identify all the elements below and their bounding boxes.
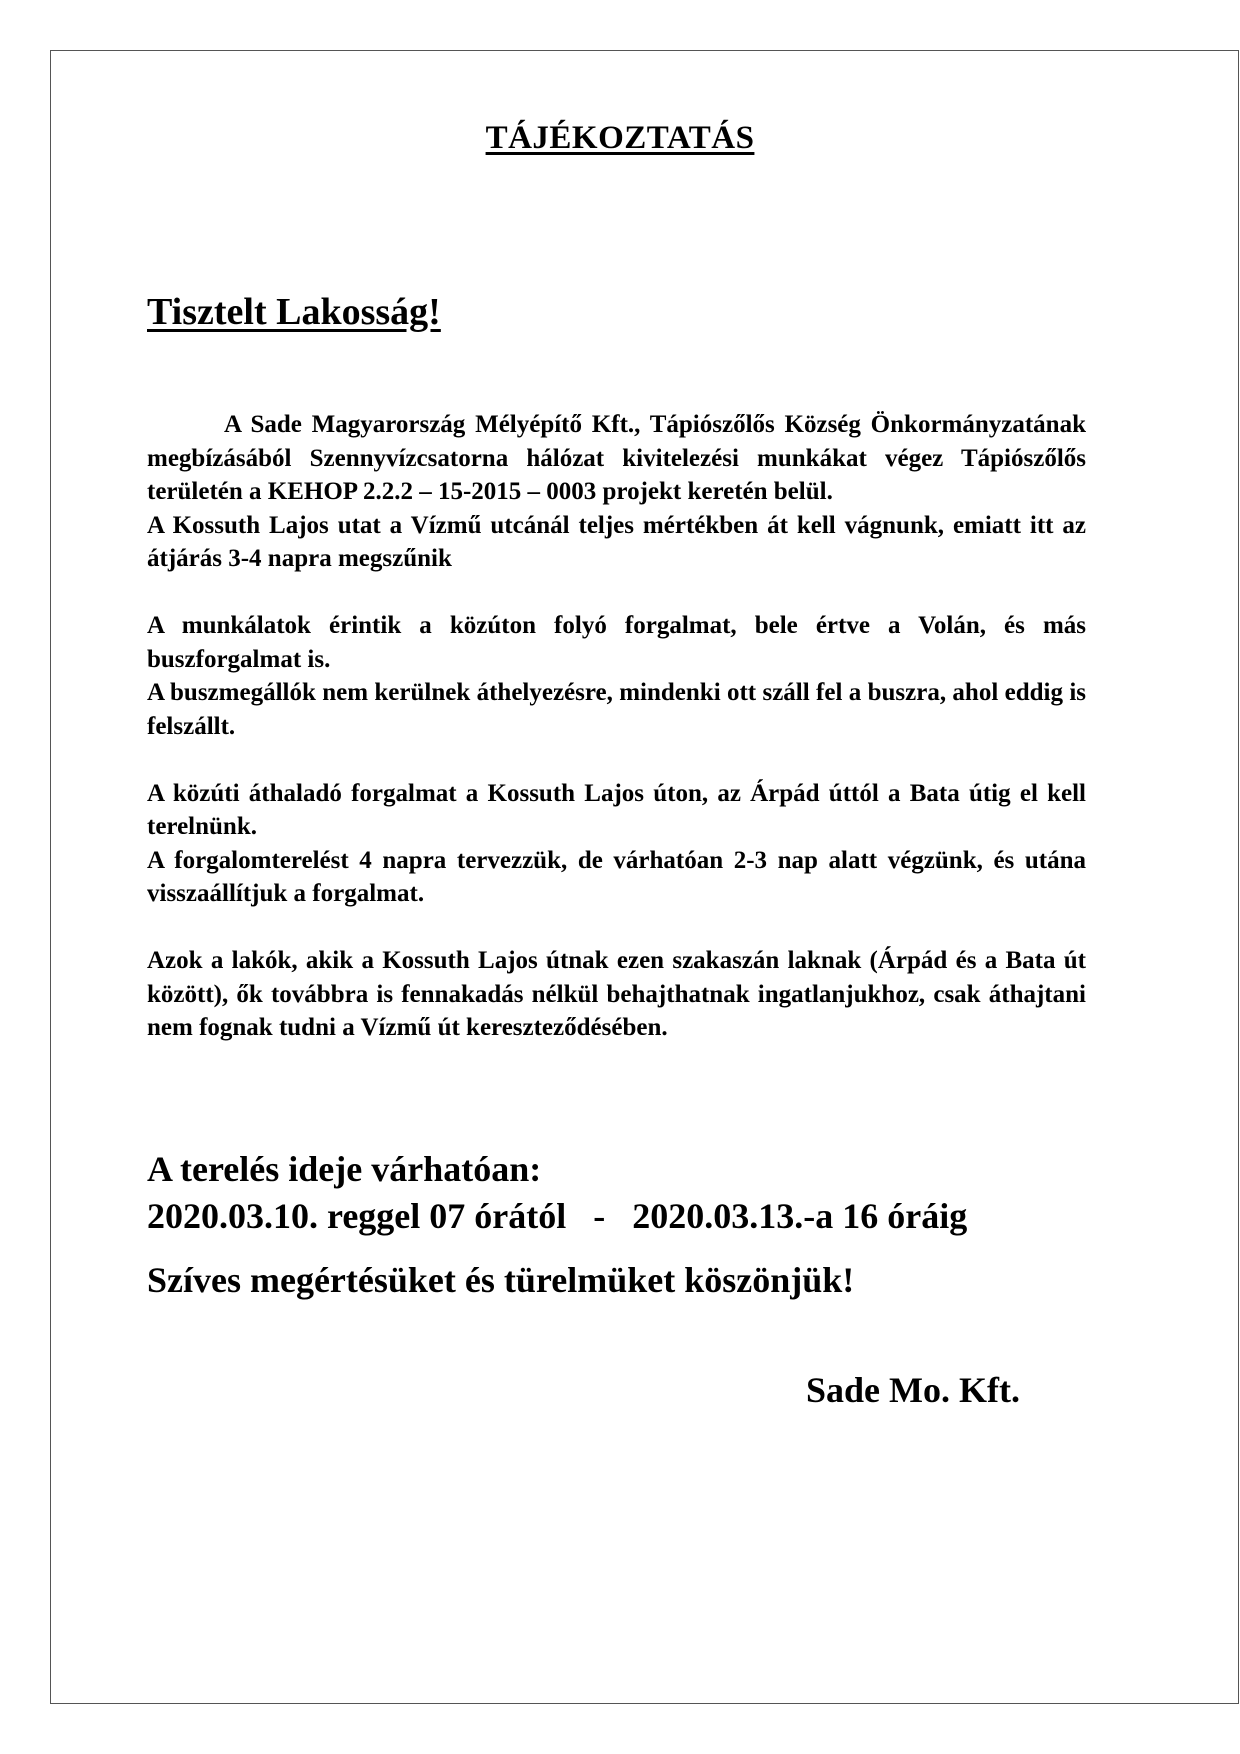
paragraph-gap [147, 911, 1086, 945]
paragraph-road-cut: A Kossuth Lajos utat a Vízmű utcánál teljes mértékben át kell vágnunk, emiatt itt az átjárás 3-4 napra megszűnik [147, 511, 1086, 572]
schedule-dates: 2020.03.10. reggel 07 órától - 2020.03.13.-a 16 óráig [147, 1196, 968, 1236]
paragraph-bus-stops: A buszmegállók nem kerülnek áthelyezésre, mindenki ott száll fel a buszra, ahol eddig is felszállt. [147, 679, 1086, 740]
paragraph-gap [147, 743, 1086, 777]
schedule-block [147, 1146, 967, 1240]
signature: Sade Mo. Kft. [806, 1370, 1020, 1410]
paragraph-gap [147, 576, 1086, 610]
greeting: Tisztelt Lakosság! [147, 291, 441, 333]
paragraph-traffic-impact: A munkálatok érintik a közúton folyó forgalmat, bele értve a Volán, és más buszforgalmat is. [147, 612, 1086, 673]
document-title: TÁJÉKOZTATÁS [485, 120, 755, 156]
schedule-heading: A terelés ideje várhatóan: [147, 1149, 542, 1189]
paragraph-contractor-info: A Sade Magyarország Mélyépítő Kft., Tápiószőlős Község Önkormányzatának megbízásából Szennyvízcsatorna hálózat kivitelezési munkákat végez Tápiószőlős területén a KEHOP 2.2.2 – 15-2015 – 0003 projekt keretén belül. [147, 411, 1086, 505]
notice-body [147, 408, 1086, 1045]
thanks-line: Szíves megértésüket és türelmüket köszönjük! [147, 1260, 855, 1300]
paragraph-detour-duration: A forgalomterelést 4 napra tervezzük, de várhatóan 2-3 nap alatt végzünk, és utána visszaállítjuk a forgalmat. [147, 846, 1086, 907]
paragraph-detour-route: A közúti áthaladó forgalmat a Kossuth Lajos úton, az Árpád úttól a Bata útig el kell terelnünk. [147, 779, 1086, 840]
paragraph-residents: Azok a lakók, akik a Kossuth Lajos útnak ezen szakaszán laknak (Árpád és a Bata út között), ők továbbra is fennakadás nélkül behajthatnak ingatlanjukhoz, csak áthajtani nem fognak tudni a Vízmű út kereszteződésében. [147, 947, 1086, 1041]
